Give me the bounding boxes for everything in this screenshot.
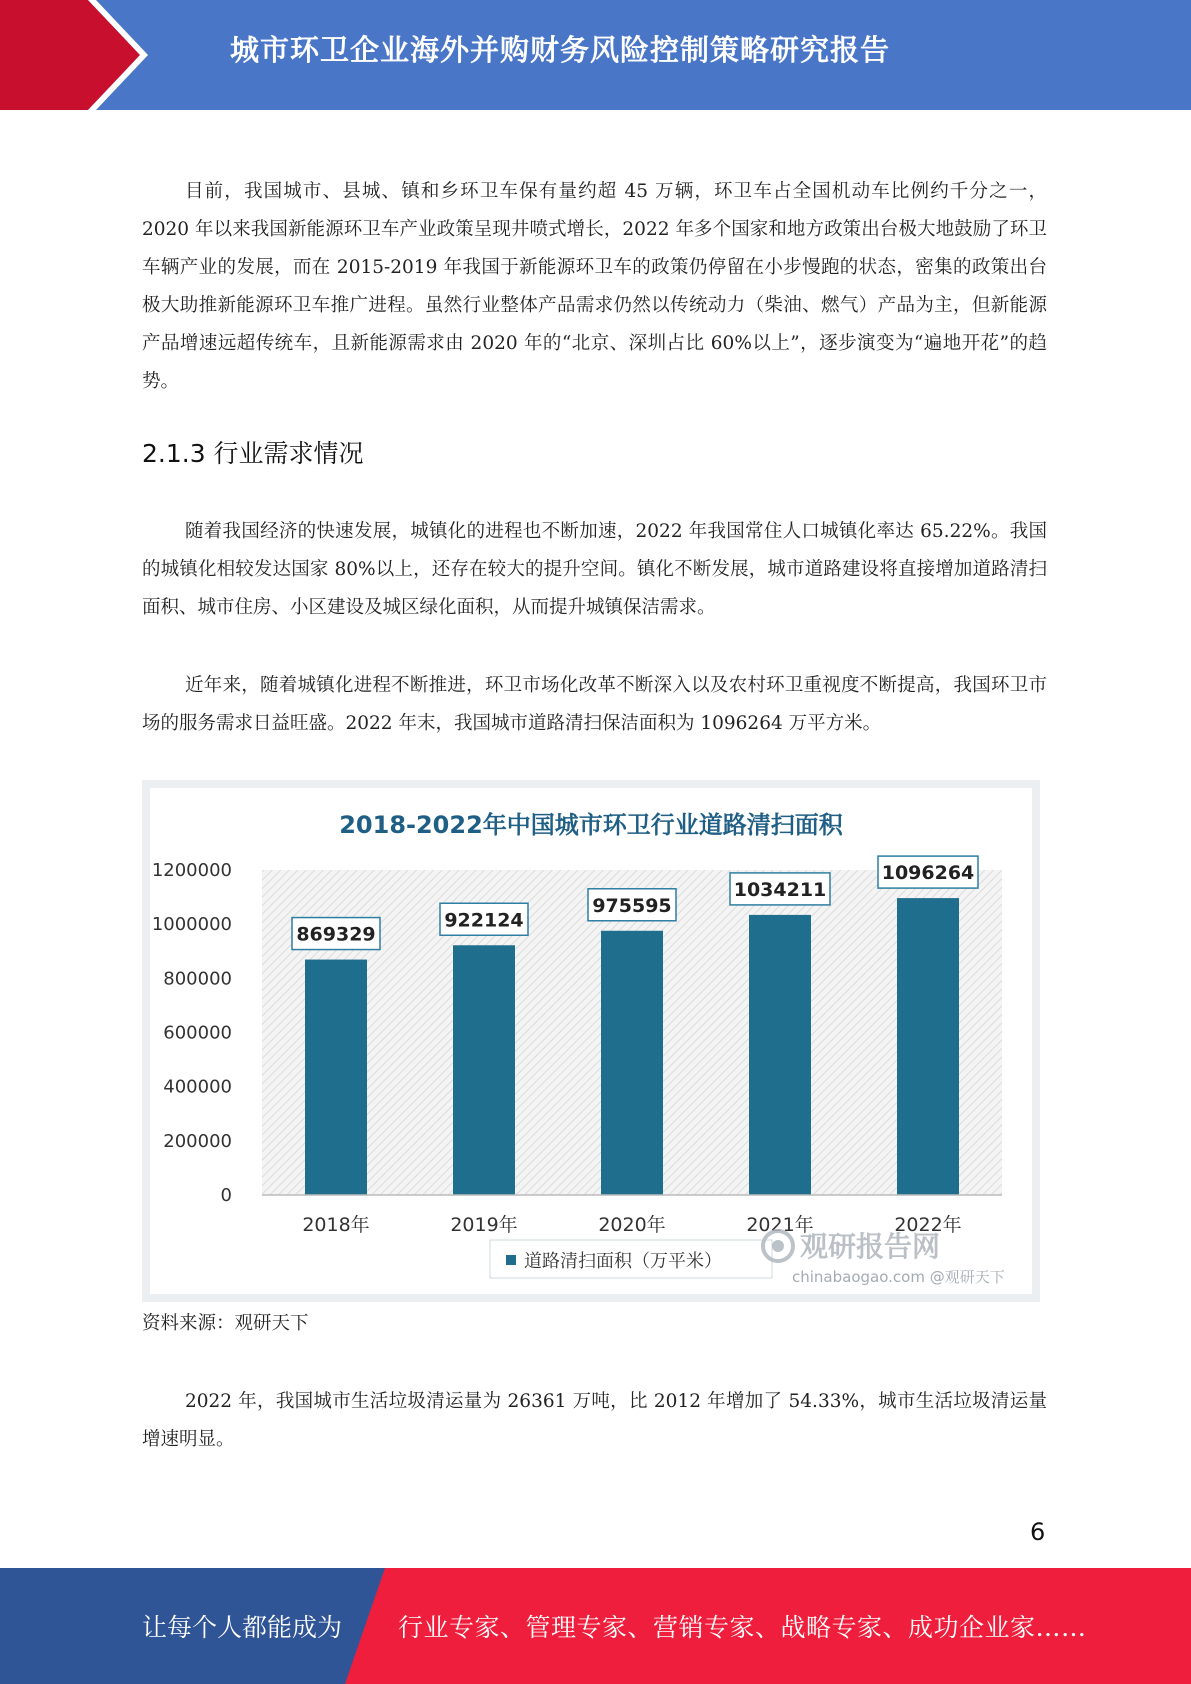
watermark-text: 观研报告网 bbox=[800, 1230, 941, 1263]
bar-2022年 bbox=[897, 898, 959, 1195]
y-tick-label: 400000 bbox=[163, 1076, 232, 1098]
y-tick-label: 600000 bbox=[163, 1022, 232, 1044]
footer-slogan-right: 行业专家、管理专家、营销专家、战略专家、成功企业家…… bbox=[398, 1613, 1087, 1642]
y-tick-label: 200000 bbox=[163, 1130, 232, 1152]
data-label: 1096264 bbox=[881, 862, 975, 885]
bar-2020年 bbox=[601, 931, 663, 1195]
paragraph-4: 2022 年，我国城市生活垃圾清运量为 26361 万吨，比 2012 年增加了 54.33%，城市生活垃圾清运量增速明显。 bbox=[142, 1391, 1047, 1450]
y-tick-label: 1200000 bbox=[151, 860, 232, 881]
x-tick-label: 2022年 bbox=[894, 1214, 962, 1236]
footer-slogan-left: 让每个人都能成为 bbox=[142, 1613, 343, 1642]
data-label: 922124 bbox=[444, 909, 524, 932]
page-number: 6 bbox=[1030, 1518, 1046, 1546]
x-tick-label: 2018年 bbox=[302, 1214, 370, 1236]
page-header bbox=[0, 0, 1191, 110]
legend-label: 道路清扫面积（万平米） bbox=[524, 1251, 722, 1272]
page-footer bbox=[0, 1568, 1191, 1684]
y-tick-label: 1000000 bbox=[151, 914, 232, 936]
chart-figure bbox=[142, 780, 1040, 1302]
section-heading: 2.1.3 行业需求情况 bbox=[142, 439, 364, 468]
data-label: 975595 bbox=[592, 894, 672, 917]
y-tick-label: 0 bbox=[220, 1185, 232, 1206]
data-label: 1034211 bbox=[733, 878, 827, 901]
chart-source: 资料来源：观研天下 bbox=[142, 1313, 309, 1334]
bar-2018年 bbox=[305, 960, 367, 1195]
paragraph-2: 随着我国经济的快速发展，城镇化的进程也不断加速，2022 年我国常住人口城镇化率达 65.22%。我国的城镇化相较发达国家 80%以上，还存在较大的提升空间。镇化不断发展，城市道路建设将直接增加道路清扫面积、城市住房、小区建设及城区绿化面积，从而提升城镇保洁需求。 bbox=[142, 521, 1047, 618]
paragraph-3: 近年来，随着城镇化进程不断推进，环卫市场化改革不断深入以及农村环卫重视度不断提高，我国环卫市场的服务需求日益旺盛。2022 年末，我国城市道路清扫保洁面积为 1096264 万平方米。 bbox=[142, 675, 1047, 734]
header-title: 城市环卫企业海外并购财务风险控制策略研究报告 bbox=[230, 33, 891, 67]
x-tick-label: 2020年 bbox=[598, 1214, 666, 1236]
x-tick-label: 2021年 bbox=[746, 1214, 814, 1236]
bar-2021年 bbox=[749, 915, 811, 1195]
data-label: 869329 bbox=[296, 923, 376, 946]
bar-chart bbox=[150, 788, 1032, 1294]
legend-swatch bbox=[506, 1255, 516, 1265]
watermark-subtext: chinabaogao.com @观研天下 bbox=[792, 1268, 1005, 1286]
chart-title: 2018-2022年中国城市环卫行业道路清扫面积 bbox=[339, 811, 843, 839]
y-tick-label: 800000 bbox=[163, 968, 232, 990]
x-tick-label: 2019年 bbox=[450, 1214, 518, 1236]
bar-2019年 bbox=[453, 945, 515, 1195]
paragraph-1: 目前，我国城市、县城、镇和乡环卫车保有量约超 45 万辆，环卫车占全国机动车比例约千分之一， 2020 年以来我国新能源环卫车产业政策呈现井喷式增长，2022 年多个国家和地方政策出台极大地鼓励了环卫车辆产业的发展，而在 2015-2019 年我国于新能源环卫车的政策仍停留在小步慢跑的状态，密集的政策出台极大助推新能源环卫车推广进程。虽然行业整体产品需求仍然以传统动力（柴油、燃气）产品为主，但新能源产品增速远超传统车，且新能源需求由 2020 年的“北京、深圳占比 60%以上”，逐步演变为“遍地开花”的趋势。 bbox=[142, 181, 1047, 392]
